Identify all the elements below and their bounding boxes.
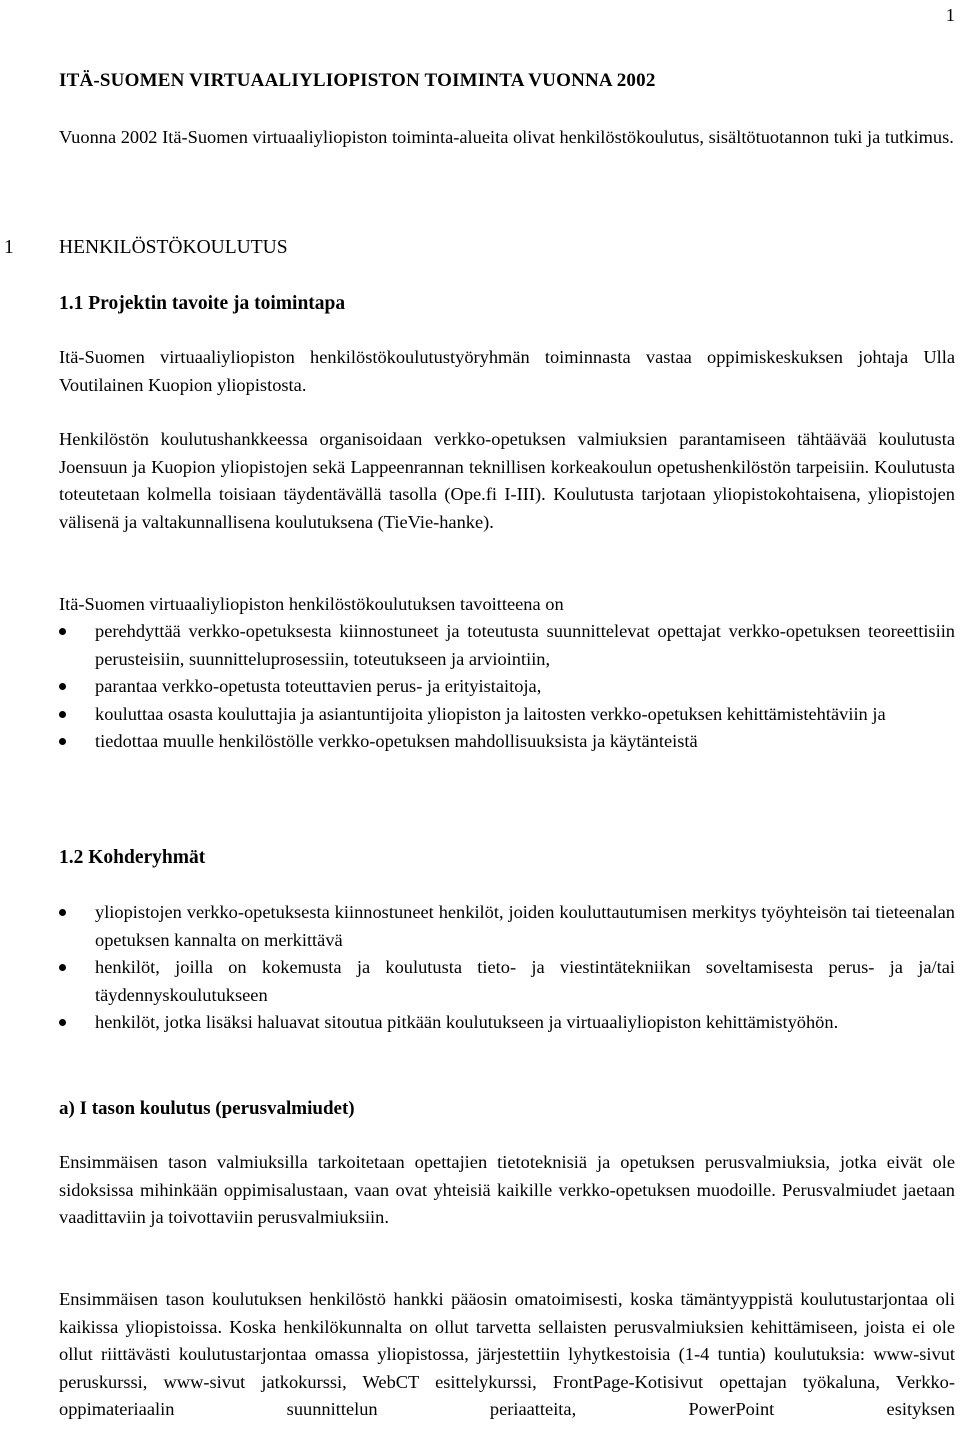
goals-list [59, 618, 955, 756]
list-item [59, 701, 955, 729]
document-title: ITÄ-SUOMEN VIRTUAALIYLIOPISTON TOIMINTA VUONNA 2002 [59, 70, 656, 91]
bullet-icon [59, 711, 66, 718]
section-1-1-paragraph-1: Itä-Suomen virtuaaliyliopiston henkilöstökoulutustyöryhmän toiminnasta vastaa oppimiskeskuksen johtaja Ulla Voutilainen Kuopion yliopistosta. [59, 347, 955, 395]
page-number: 1 [945, 5, 955, 25]
section-1-2-heading: 1.2 Kohderyhmät [59, 847, 206, 868]
list-item-text: henkilöt, jotka lisäksi haluavat sitoutua pitkään koulutukseen ja virtuaaliyliopiston kehittämistyöhön. [95, 1012, 839, 1032]
section-a-heading: a) I tason koulutus (perusvalmiudet) [59, 1098, 355, 1119]
list-item-text: perehdyttää verkko-opetuksesta kiinnostuneet ja toteutusta suunnittelevat opettajat verkko-opetuksen teoreettisiin perusteisiin, suunnitteluprosessiin, toteutukseen ja arviointiin, [95, 621, 955, 669]
bullet-icon [59, 683, 66, 690]
list-item [59, 618, 955, 673]
bullet-icon [59, 909, 66, 916]
section-1-heading: 1 HENKILÖSTÖKOULUTUS [4, 237, 288, 258]
intro-paragraph: Vuonna 2002 Itä-Suomen virtuaaliyliopiston toiminta-alueita olivat henkilöstökoulutus, sisältötuotannon tuki ja tutkimus. [59, 127, 954, 147]
section-a-paragraph-1: Ensimmäisen tason valmiuksilla tarkoitetaan opettajien tietoteknisiä ja opetuksen perusvalmiuksia, jotka eivät ole sidoksissa mihinkään oppimisalustaan, vaan ovat yhteisiä kaikille verkko-opetuksen muodoille. Perusvalmiudet jaetaan vaadittaviin ja toivottaviin perusvalmiuksiin. [59, 1152, 955, 1227]
goals-intro: Itä-Suomen virtuaaliyliopiston henkilöstökoulutuksen tavoitteena on [59, 594, 564, 614]
bullet-icon [59, 1019, 66, 1026]
list-item-text: parantaa verkko-opetusta toteuttavien perus- ja erityistaitoja, [95, 676, 542, 696]
bullet-icon [59, 628, 66, 635]
list-item-text: tiedottaa muulle henkilöstölle verkko-opetuksen mahdollisuuksista ja käytänteistä [95, 731, 698, 751]
bullet-icon [59, 738, 66, 745]
section-1-1-heading: 1.1 Projektin tavoite ja toimintapa [59, 293, 346, 314]
section-1-title: HENKILÖSTÖKOULUTUS [59, 237, 288, 258]
list-item [59, 728, 955, 756]
section-a-paragraph-2: Ensimmäisen tason koulutuksen henkilöstö hankki pääosin omatoimisesti, koska tämäntyyppistä koulutustarjontaa oli kaikissa yliopistoissa. Koska henkilökunnalta on ollut tarvetta sellaisten perusvalmiuksien kehittämiseen, joista ei ole ollut riittävästi koulutustarjontaa omassa yliopistossa, järjestettiin lyhytkestoisia (1-4 tuntia) koulutuksia: www-sivut peruskurssi, www-sivut jatkokurssi, WebCT esittelykurssi, FrontPage-Kotisivut opettajan työkaluna, Verkko-oppimateriaalin suunnittelun periaatteita, PowerPoint esityksen [59, 1289, 955, 1419]
section-1-1-paragraph-2: Henkilöstön koulutushankkeessa organisoidaan verkko-opetuksen valmiuksien parantamiseen tähtäävää koulutusta Joensuun ja Kuopion yliopistojen sekä Lappeenrannan teknillisen korkeakoulun opetushenkilöstön tarpeisiin. Koulutusta toteutetaan kolmella toisiaan täydentävällä tasolla (Ope.fi I-III). Koulutusta tarjotaan yliopistokohtaisena, yliopistojen välisenä ja valtakunnallisena koulutuksena (TieVie-hanke). [59, 429, 955, 532]
list-item [59, 954, 955, 1009]
list-item [59, 899, 955, 954]
target-groups-list [59, 899, 955, 1037]
list-item-text: kouluttaa osasta kouluttajia ja asiantuntijoita yliopiston ja laitosten verkko-opetuksen kehittämistehtäviin ja [95, 703, 886, 724]
list-item-text: henkilöt, joilla on kokemusta ja koulutusta tieto- ja viestintätekniikan soveltamisesta perus- ja ja/tai täydennyskoulutukseen [95, 957, 955, 1005]
list-item [59, 673, 955, 701]
bullet-icon [59, 964, 66, 971]
list-item-text: yliopistojen verkko-opetuksesta kiinnostuneet henkilöt, joiden kouluttautumisen merkitys työyhteisön tai tieteenalan opetuksen kannalta on merkittävä [95, 902, 955, 950]
list-item [59, 1009, 955, 1037]
